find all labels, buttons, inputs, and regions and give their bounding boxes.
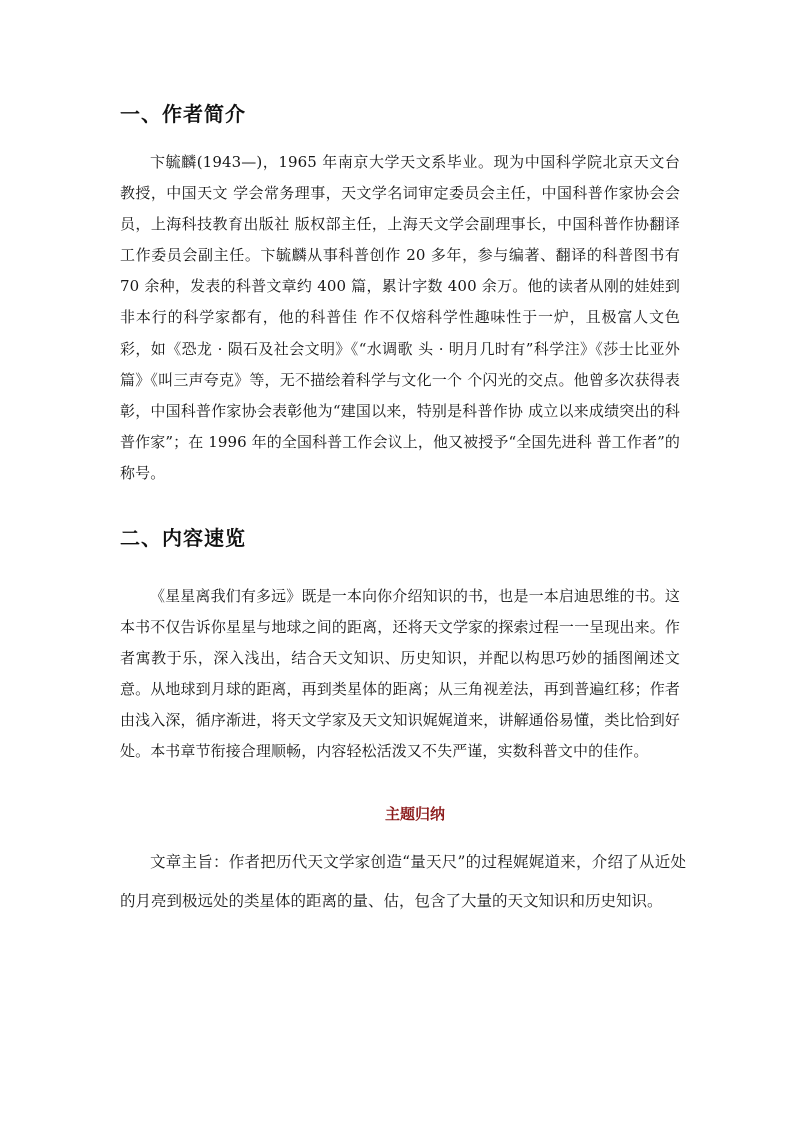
theme-summary-title: 主题归纳: [384, 805, 445, 823]
theme-summary-paragraph: 文章主旨：作者把历代天文学家创造“量天尺”的过程娓娓道来，介绍了从近处的月亮到极远处的类星体的距离的量、估，包含了大量的天文知识和历史知识。: [120, 853, 686, 910]
section-heading-content-overview: 二、内容速览: [120, 526, 246, 550]
content-overview-paragraph: 《星星离我们有多远》既是一本向你介绍知识的书，也是一本启迪思维的书。这本书不仅告诉你星星与地球之间的距离，还将天文学家的探索过程一一呈现出来。作者寓教于乐，深入浅出，结合天文知识、历史知识，并配以构思巧妙的插图阐述文意。从地球到月球的距离，再到类星体的距离；从三角视差法，再到普遍红移；作者由浅入深，循序渐进，将天文学家及天文知识娓娓道来，讲解通俗易懂，类比恰到好处。本书章节衔接合理顺畅，内容轻松活泼又不失严谨，实数科普文中的佳作。: [120, 587, 680, 761]
author-intro-paragraph: 卞毓麟(1943—)，1965 年南京大学天文系毕业。现为中国科学院北京天文台教授，中国天文 学会常务理事，天文学名词审定委员会主任，中国科普作家协会会员，上海科技教育出版社 版权部主任，上海天文学会副理事长，中国科普作协翻译工作委员会副主任。卞毓麟从事科普创作 20 多年，参与编著、翻译的科普图书有 70 余种，发表的科普文章约 400 篇，累计字数 400 余万。他的读者从刚的娃娃到非本行的科学家都有，他的科普佳 作不仅熔科学性趣味性于一炉，且极富人文色彩，如《恐龙 · 陨石及社会文明》《“水调歌 头 · 明月几时有”科学注》《莎士比亚外篇》《叫三声夸克》等，无不描绘着科学与文化一个 个闪光的交点。他曾多次获得表彰，中国科普作家协会表彰他为“建国以来，特别是科普作协 成立以来成绩突出的科普作家”；在 1996 年的全国科普工作会议上，他又被授予“全国先进科 普工作者”的称号。: [120, 153, 680, 482]
section-heading-author-intro: 一、作者简介: [120, 102, 246, 126]
